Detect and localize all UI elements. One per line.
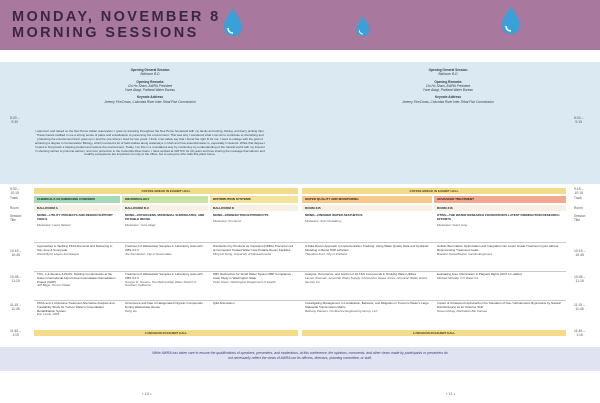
page-header bbox=[0, 0, 600, 50]
speaker: Chi Ho Sham, AWRA President bbox=[425, 83, 471, 88]
session-room: Ballroom B-D bbox=[438, 72, 458, 77]
page-number-right: • 11 • bbox=[446, 391, 456, 396]
keynote-heading: Keynote Address bbox=[434, 95, 462, 100]
remarks-heading: Opening Remarks bbox=[136, 79, 164, 84]
presentation-cell bbox=[434, 244, 566, 270]
presentation-cell bbox=[210, 244, 298, 270]
time-label: 10:45 – 11:15 bbox=[574, 275, 586, 283]
water-drop-icon bbox=[355, 14, 371, 38]
speaker: Jeremy FiveCrows, Columbia River Inter-Tribal Fish Commission bbox=[402, 99, 494, 104]
presenter: Peter Owen, Washington Department of Health bbox=[213, 279, 276, 284]
room-cell: ROOM 315 bbox=[302, 205, 432, 211]
session-title: MONO—DISINFECTION BYPRODUCTS bbox=[213, 213, 269, 217]
presenter: Theodore Kurz, City of Portland bbox=[305, 251, 348, 256]
track-header: DISTRIBUTION SYSTEMS bbox=[210, 196, 298, 203]
time-label: 10:45 – 11:15 bbox=[10, 275, 22, 283]
presentation-title: Treatment of Wastewater Samples in Laboratory tests with OBS 3.0 V bbox=[125, 244, 203, 252]
divider bbox=[34, 242, 566, 243]
session-title: MONO—FINISHED WATER AESTHETICS bbox=[305, 213, 363, 217]
time-label: 11:15 – 11:45 bbox=[574, 303, 586, 311]
presenter: Susan Mckay, Manhattan Bar Kansas bbox=[437, 308, 487, 313]
session-title-cell bbox=[122, 213, 208, 241]
presentation-title: Evaluating Free Chlorination in Plagued Rights (HNT 1C-Jabbo) bbox=[437, 272, 522, 276]
track-header: ADVANCED TREATMENT bbox=[434, 196, 566, 203]
presentation-cell bbox=[122, 301, 208, 327]
moderator: Moderator: Yone Akagi bbox=[125, 222, 156, 227]
speaker: Yone Akagi, Portland Water Bureau bbox=[124, 88, 176, 93]
session-title-cell bbox=[434, 213, 566, 241]
session-heading: Opening General Session bbox=[428, 68, 468, 72]
presenter: Eric Leivar, HDR bbox=[37, 312, 60, 317]
keynote-heading: Keynote Address bbox=[136, 95, 164, 100]
presenter: Lauren Waxman, American Water Supply, Christopher Hayes Jones, American Water Works Service Co. bbox=[305, 275, 428, 284]
general-session-right bbox=[358, 68, 538, 104]
room-row-label: Room bbox=[574, 206, 583, 210]
presentation-title: Impact of Ultrasound Hydrocarbon the Toleration of Non-Turbidometric Byproducts by Natural Disinfection(s) as for Chlorine Shift bbox=[437, 301, 561, 309]
track-header: WATER QUALITY AND MONITORING bbox=[302, 196, 432, 203]
room-cell: ROOM 316 bbox=[434, 205, 566, 211]
session-room: Ballroom B-D bbox=[140, 72, 160, 77]
session-title: MONO—PATHOGENS, MICROBIAL SURROGATES, AND POTABLE REUSE bbox=[125, 213, 205, 221]
disclaimer-text: While AWRA has taken care to ensure the qualifications of speakers, presenters, and moderators, at this conference, the opinions, comments, and other views made by participants or presenters do not necessarily reflect the views of AWRA nor its officers, directors, planning committee, or staff. bbox=[152, 351, 448, 360]
moderator: Moderator: Kim Ernst bbox=[213, 218, 242, 223]
presenter: Wendi Byrd, Hayes and Sawyer bbox=[37, 251, 80, 256]
moderator: Moderator: Grant Jung bbox=[437, 222, 468, 227]
general-session-left bbox=[60, 68, 240, 104]
presentation-title: Holistic Best Nation Optimization and Integration into Lower Grade Treatment Cycle without Reprocessing Treatment Goals bbox=[437, 244, 559, 252]
speaker: Yone Akagi, Portland Water Bureau bbox=[422, 88, 474, 93]
track-header: CHEMICALS OF EMERGING CONCERN bbox=[34, 196, 120, 203]
presentation-cell bbox=[302, 272, 432, 299]
presentation-cell bbox=[34, 272, 120, 299]
presentation-title: A Data-Driven Approach to Implementation Tracking: Using Water Quality Data and Hydraulic Modeling to Boost SOP Activities bbox=[305, 244, 429, 252]
time-label: 9:15 – 10:15 bbox=[574, 187, 584, 195]
presentation-title: PFAS and 1,4-Dioxane Treatment Alternative Analysis and Treatability Study for Tucson Water's Groundwater Rehabilitation System bbox=[37, 301, 115, 313]
time-label: 8:00 – 9:15 bbox=[574, 116, 584, 124]
room-cell: BALLROOM B-C bbox=[122, 205, 208, 211]
track-row-label: Track bbox=[10, 196, 18, 200]
session-title: OTISS—THE WATER RESEARCH FOUNDATION'S LATEST DISINFECTION RESEARCH EFFORTS bbox=[437, 213, 560, 221]
remarks-heading: Opening Remarks bbox=[434, 79, 462, 84]
presentation-cell bbox=[122, 272, 208, 299]
presenter: Michael McNally, CO Water Inc bbox=[437, 275, 479, 280]
session-heading: Opening General Session bbox=[130, 68, 170, 72]
presenter: Joe Fernandez, City of Greensdale bbox=[125, 251, 172, 256]
presenter: Bethany Paulsen, Confluence Engineering Group, LLC bbox=[305, 308, 378, 313]
coffee-break-bar: COFFEE BREAK IN EXHIBIT HALL bbox=[302, 188, 566, 194]
presentation-title: Occurrence and Fate of Halogenated Organic Compounds During Wastewater Reuse bbox=[125, 301, 203, 309]
presentation-cell bbox=[210, 301, 298, 327]
presentation-title: TOC, 1,4-dioxane & PFAS: Tackling Contaminants at the Sutton International Airport Area Groundwater Remediation Project (GMP) bbox=[37, 272, 116, 284]
presenter: George G. Greene, The Metropolitan Water District of Southern California bbox=[125, 279, 197, 288]
page-number-left: • 10 • bbox=[142, 391, 152, 396]
speaker: Jeremy FiveCrows, Columbia River Inter-Tribal Fish Commission bbox=[104, 99, 196, 104]
luncheon-bar: LUNCHEON IN EXHIBIT HALL bbox=[302, 330, 566, 336]
room-row-label: Room bbox=[10, 206, 19, 210]
room-cell: BALLROOM D bbox=[210, 205, 298, 211]
presenter: Brandon Kweedfaspar, Carollo Engineers bbox=[437, 251, 493, 256]
water-drop-icon bbox=[222, 6, 244, 38]
presentation-title: Disinfection by Products as Important (NDBA) Precursor cell at Connected Treated Water Now Potable Reuse Facilities bbox=[213, 244, 294, 252]
page-title: MONDAY, NOVEMBER 8 MORNING SESSIONS bbox=[12, 9, 221, 41]
session-title-cell bbox=[34, 213, 120, 241]
presentation-cell bbox=[302, 244, 432, 270]
presentation-title: Analysis, Occurrence, and Control of 16 T&O Compounds in Drinking Water Utilities bbox=[305, 272, 417, 276]
presenter: Jeff Biggs, Tucson Water bbox=[37, 283, 71, 288]
room-cell: BALLROOM A bbox=[34, 205, 120, 211]
time-label: 10:15 – 10:45 bbox=[574, 249, 586, 257]
coffee-break-bar: COFFEE BREAK IN EXHIBIT HALL bbox=[34, 188, 298, 194]
moderator: Moderator: Zoë Chowdhury bbox=[305, 218, 342, 223]
session-title-cell bbox=[210, 213, 298, 241]
water-drop-icon bbox=[500, 4, 522, 36]
track-header: MICROBIOLOGY bbox=[122, 196, 208, 203]
time-label: 10:15 – 10:45 bbox=[10, 249, 22, 257]
luncheon-bar: LUNCHEON IN EXHIBIT HALL bbox=[34, 330, 298, 336]
presentation-title: Treatment of Wastewater Samples in Laboratory tests with OBS 3.0 V bbox=[125, 272, 203, 280]
time-label: 8:00 – 9:30 bbox=[10, 116, 20, 124]
time-label: 11:45 – 1:15 bbox=[574, 329, 586, 337]
presentation-cell bbox=[434, 272, 566, 299]
presentation-cell bbox=[34, 301, 120, 327]
session-title-cell bbox=[302, 213, 432, 241]
presenter: Ming Ho Dong, University of Massachusetts bbox=[213, 251, 272, 256]
presentation-cell bbox=[302, 301, 432, 327]
session-title-row-label: Session Title bbox=[10, 214, 22, 222]
time-label: 9:30 – 10:15 bbox=[10, 187, 20, 195]
moderator: Moderator: Laura Nielsen bbox=[37, 222, 71, 227]
time-label: 11:45 – 1:15 bbox=[10, 329, 22, 337]
presentation-cell bbox=[434, 301, 566, 327]
track-row-label: Track bbox=[574, 196, 582, 200]
presentation-title: Investigating Management in Localization, Behavior, and Mitigation in Tucson's Water's Large Statewide Transmission Mains bbox=[305, 301, 429, 309]
presentation-title: Approaches to Tackling PFAS Removal and Delivering in San Jose & Sunnyvale bbox=[37, 244, 113, 252]
presentation-cell bbox=[122, 244, 208, 270]
presentation-cell bbox=[210, 272, 298, 299]
keynote-bio: I was born and raised on the Nez Perce Indian reservation. I grew up traveling throughout the Nez Perce homeland with my family as hunting, fishing, and berry picking trips. These travels instilled in me a strong sense of place and a dedication to preserving the environment. This was why I wondered what I can do to contribute to cherishing and protecting the environment that I grew up in and the one where I lived for two years. I think I can safely say that I found the right fit for me. I went to college with the goal of achieving a degree in Conservation Biology, which involved a lot of field studies along waterways in Utah and how essential water is, especially in deserts. While that degree I hoped to bring back a helping product and restore the environment. Today, I do this in a roundabout way by continuing my understanding of the natural world with my interest in showing stories to promote salmon, and river protection in the Columbia River basin. I have worked at CRITFC for 20 years and love sharing the message that salmon and healthy ecosystems are important not only to the tribes, but to everyone who calls this place home. bbox=[34, 129, 266, 157]
disclaimer-band bbox=[0, 347, 600, 371]
presenter: Peng Gu bbox=[125, 308, 137, 313]
presentation-title: DBC Destruction for Small Water System SBP Compliance - Case Study in Washington State bbox=[213, 272, 293, 280]
session-title-row-label: Session Title bbox=[574, 214, 586, 222]
speaker: Chi Ho Sham, AWRA President bbox=[127, 83, 173, 88]
session-title: MONO—UTILITY PROJECTS AND REGION SUPPORT TOOLS bbox=[37, 213, 113, 221]
time-label: 11:15 – 11:45 bbox=[10, 303, 22, 311]
presentation-cell bbox=[34, 244, 120, 270]
presentation-title: Q&A Discussion bbox=[213, 301, 235, 305]
